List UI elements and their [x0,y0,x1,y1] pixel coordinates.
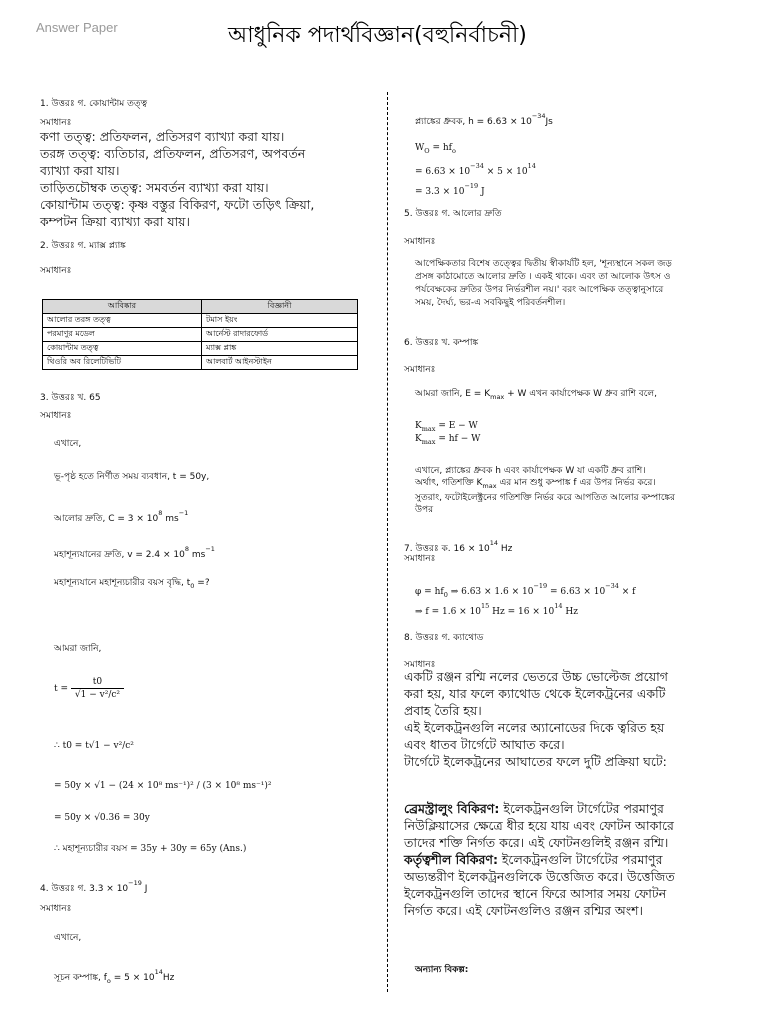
q1-line: কোয়ান্টাম তত্ত্ব: কৃষ্ণ বস্তুর বিকিরণ, ফটো তড়িৎ ক্রিয়া, [40,197,315,212]
text: = 6.63 × 10 [547,587,606,597]
text: 7. উত্তরঃ ক. 16 × 10 [404,544,490,554]
text: max [421,438,436,446]
text: max [490,393,505,401]
q5-line: সময়, দৈর্ঘ্য, ভর-এ সবকিছুই পরিবর্তনশীল। [415,298,566,308]
text: 0 [190,582,195,590]
q6-explanation [415,465,760,516]
q6-answer: 6. উত্তরঃ খ. কম্পাঙ্ক [404,338,479,348]
q8-line [404,800,759,817]
q8-line: ইলেকট্রনগুলি তাদের স্থানে ফিরে আসার সময় ফোটন [404,886,667,901]
text: −34 [531,112,546,120]
q3-formula-4: = 50y × √0.36 = 30y [54,813,150,823]
q8-line: তাদের শক্তি নির্গত করে। এই ফোটনগুলিই রঞ্জন রশ্মি। [404,835,669,850]
q8-line: করা হয়, যার ফলে ক্যাথোড থেকে ইলেকট্রনের একটি [404,686,666,701]
text: ⇒ f = 1.6 × 10 [415,607,482,617]
q5-answer: 5. উত্তরঃ গ. আলোর দ্রুতি [404,209,502,219]
text: o [452,147,456,155]
q4-solution-label: সমাধানঃ [40,904,72,914]
q8-line: একটি রঞ্জন রশ্মি নলের ভেতরে উচ্চ ভোল্টেজ প্রয়োগ [404,669,668,684]
text: 4. উত্তরঃ গ. 3.3 × 10 [40,884,129,894]
text: ms [165,514,179,524]
bremsstrahlung-block [404,800,759,919]
q6-line: সুতরাং, ফটোইলেক্ট্রনের গতিশক্তি নির্ভর করে আপতিত আলোর কম্পাঙ্কের [415,493,676,503]
text: এর মান শুধু কম্পাঙ্ক f এর উপর নির্ভর করে। [496,478,656,488]
text: × f [618,587,636,597]
text: আমরা জানি, E = K [415,389,491,399]
table-cell: আলোর তরঙ্গ তত্ত্ব [43,314,202,328]
q6-line: উপর [415,505,434,515]
text: −34 [605,582,619,590]
q4-answer [40,877,147,895]
q7-eq-1 [415,580,636,601]
text: W [415,143,425,153]
q3-solution-label: সমাধানঃ [40,411,72,421]
text: max [482,482,497,490]
text: −1 [205,545,215,553]
q4-planck [415,110,553,128]
text: = hf [429,143,452,153]
q6-line: এখানে, প্ল্যাঙ্কের ধ্রুবক h এবং কার্যাপেক্ষক W যা একটি ধ্রুব রাশি। [415,466,646,476]
table-cell: আর্নেস্ট রাদারফোর্ড [202,328,358,342]
table-header: আবিষ্কার [43,300,202,314]
text: আলোর দ্রুতি, C = 3 × 10 [54,514,159,524]
q4-result [415,180,485,198]
q8-line: অভ্যন্তরীণ ইলেকট্রনগুলিকে উত্তেজিত করে। উত্তেজিত [404,869,675,884]
text: + W এখন কার্যাপেক্ষক W ধ্রুব রাশি বলে, [504,389,657,399]
q1-line: কণা তত্ত্ব: প্রতিফলন, প্রতিসরণ ব্যাখ্যা করা যায়। [40,129,285,144]
text: φ = hf [415,587,444,597]
q3-formula-5: ∴ মহাশূন্যচারীর বয়স = 35y + 30y = 65y (Ans.) [54,844,247,854]
q5-solution-label: সমাধানঃ [404,237,436,247]
table-cell: পরমাণুর মডেল [43,328,202,342]
q7-solution-label: সমাধানঃ [404,554,436,564]
text: Hz [497,544,513,554]
q2-solution-label: সমাধানঃ [40,266,72,276]
q2-answer: 2. উত্তরঃ গ. ম্যাক্স প্ল্যাঙ্ক [40,241,126,251]
text: = 5 × 10 [110,973,155,983]
watermark: Answer Paper [36,20,118,35]
text: মহাশূন্যযানের দ্রুতি, v = 2.4 × 10 [54,550,185,560]
table-cell: টমাস ইয়ং [202,314,358,328]
q8-explanation [404,668,759,770]
q1-explanation [40,128,380,230]
q1-answer: 1. উত্তরঃ গ. কোয়ান্টাম তত্ত্ব [40,99,148,109]
text: Hz = 16 × 10 [489,607,555,617]
text: −19 [533,582,548,590]
text: Hz [162,973,175,983]
other-options-label: অন্যান্য বিকল্প: [415,965,469,975]
text: প্ল্যাঙ্কের ধ্রুবক, h = 6.63 × 10 [415,117,532,127]
text: 15 [481,602,490,610]
q3-given-c [54,507,188,525]
table-row [43,328,358,342]
q1-line: তাড়িতচৌম্বক তত্ত্ব: সমবর্তন ব্যাখ্যা করা যায়। [40,180,269,195]
discovery-table [42,299,358,370]
text: −1 [178,509,189,517]
table-header-row [43,300,358,314]
q3-here: এখানে, [54,439,82,449]
q1-line: কম্পটন ক্রিয়া ব্যাখ্যা করা যায়। [40,214,190,229]
q7-eq-2 [415,600,578,618]
text: J [478,187,485,197]
q8-line: এই ইলেকট্রনগুলি নলের অ্যানোডের দিকে ত্বরিত হয় [404,720,665,735]
table-row [43,342,358,356]
table-cell: কোয়ান্টাম তত্ত্ব [43,342,202,356]
fraction [71,676,124,701]
q8-line: টার্গেটে ইলেকট্রনের আঘাতের ফলে দুটি প্রক্রিয়া ঘটে: [404,754,667,769]
text: 8 [184,545,189,553]
q4-calc [415,160,536,178]
column-divider [387,92,388,992]
text: O [424,147,430,155]
text: o [106,977,111,985]
text: =? [194,578,210,588]
text: max [421,425,436,433]
text: 14 [489,539,498,547]
text: মহাশূন্যযানে মহাশূন্যচারীর বয়স বৃদ্ধি, t [54,578,191,588]
q6-know [415,388,657,403]
table-cell: ম্যাক্স প্লাঙ্ক [202,342,358,356]
q4-work-function [415,142,456,157]
q6-solution-label: সমাধানঃ [404,365,436,375]
table-row [43,314,358,328]
text: 14 [527,162,536,170]
table-cell: থিওরি অব রিলেটিভিটি [43,356,202,370]
table-header: বিজ্ঞানী [202,300,358,314]
text: Js [545,117,553,127]
text: −19 [464,182,479,190]
q1-line: ব্যাখ্যা করা যায়। [40,163,120,178]
q5-explanation [415,258,760,310]
q3-formula-3: = 50y × √1 − (24 × 10⁸ ms⁻¹)² / (3 × 10⁸ ms⁻¹)² [54,781,272,791]
q8-line [404,851,759,868]
q5-line: প্রসঙ্গ কাঠামোতে আলোর দ্রুতি । একই থাকে। এবং তা আলোক উৎস ও [415,272,671,282]
text: 14 [554,602,563,610]
q4-here: এখানে, [54,933,82,943]
text: ⇒ 6.63 × 1.6 × 10 [447,587,534,597]
q3-answer: 3. উত্তরঃ খ. 65 [40,393,101,403]
text: 8 [158,509,163,517]
q3-given-t: ভূ-পৃষ্ঠ হতে নির্ণীত সময় ব্যবধান, t = 50y, [54,472,210,482]
text: −19 [128,879,142,887]
denominator: √1 − v²/c² [74,690,121,700]
q5-line: পর্যবেক্ষকের দ্রুতির উপর নির্ভরশীল নয়।' বরং আপেক্ষিক তত্ত্বানুসারে [415,285,664,295]
characteristic-title: কর্তৃত্বশীল বিকিরণ: [404,852,498,867]
q3-given-t0 [54,577,210,592]
text: = 6.63 × 10 [415,167,471,177]
page-title: আধুনিক পদার্থবিজ্ঞান(বহুনির্বাচনী) [228,23,527,48]
q6-line [415,477,760,492]
text: ইলেকট্রনগুলি টার্গেটের পরমাণুর [497,852,663,867]
text: × 5 × 10 [483,167,528,177]
text: K [415,434,422,444]
text: সূচন কম্পাঙ্ক, f [54,973,107,983]
q4-given-f0 [54,966,174,987]
text: = 3.3 × 10 [415,187,465,197]
text: K [415,421,422,431]
q3-formula-2: ∴ t0 = t√1 − v²/c² [54,741,134,751]
table-cell: আলবার্ট আইনস্টাইন [202,356,358,370]
q1-solution-label: সমাধানঃ [40,118,72,128]
text: ইলেকট্রনগুলি টার্গেটের পরমাণুর [499,801,664,816]
q1-line: তরঙ্গ তত্ত্ব: ব্যতিচার, প্রতিফলন, প্রতিসরণ, অপবর্তন [40,146,306,161]
q8-line: নির্গত করে। এই ফোটনগুলিও রঞ্জন রশ্মির অংশ। [404,903,644,918]
text: 14 [154,968,163,976]
text: = hf − W [435,434,481,444]
q3-formula-1 [54,676,124,701]
q8-line: প্রবাহ তৈরি হয়। [404,703,482,718]
q8-line: এবং ধাতব টার্গেটে আঘাত করে। [404,737,565,752]
q8-solution-label: সমাধানঃ [404,660,436,670]
bremsstrahlung-title: ব্রেমস্ট্রালুং বিকিরণ: [404,801,500,816]
q8-line: নিউক্লিয়াসের ক্ষেত্রে ধীর হয়ে যায় এবং ফোটন আকারে [404,818,674,833]
q3-know: আমরা জানি, [54,644,102,654]
q3-given-v [54,543,215,561]
q6-eq-2 [415,433,480,448]
table-row [43,356,358,370]
q5-line: আপেক্ষিকতার বিশেষ তত্ত্বের দ্বিতীয় স্বীকার্যটি হল, 'শূন্যস্থানে সকল জড় [415,259,672,269]
text: −34 [470,162,484,170]
text: অর্থাৎ, গতিশক্তি K [415,478,483,488]
text: ms [191,550,206,560]
numerator: t0 [71,676,124,689]
text: 0 [443,591,448,599]
q8-answer: 8. উত্তরঃ গ. ক্যাথোড [404,633,484,643]
text: Hz [562,607,578,617]
text: J [141,884,148,894]
text: t = [54,684,69,694]
text: = E − W [435,421,478,431]
